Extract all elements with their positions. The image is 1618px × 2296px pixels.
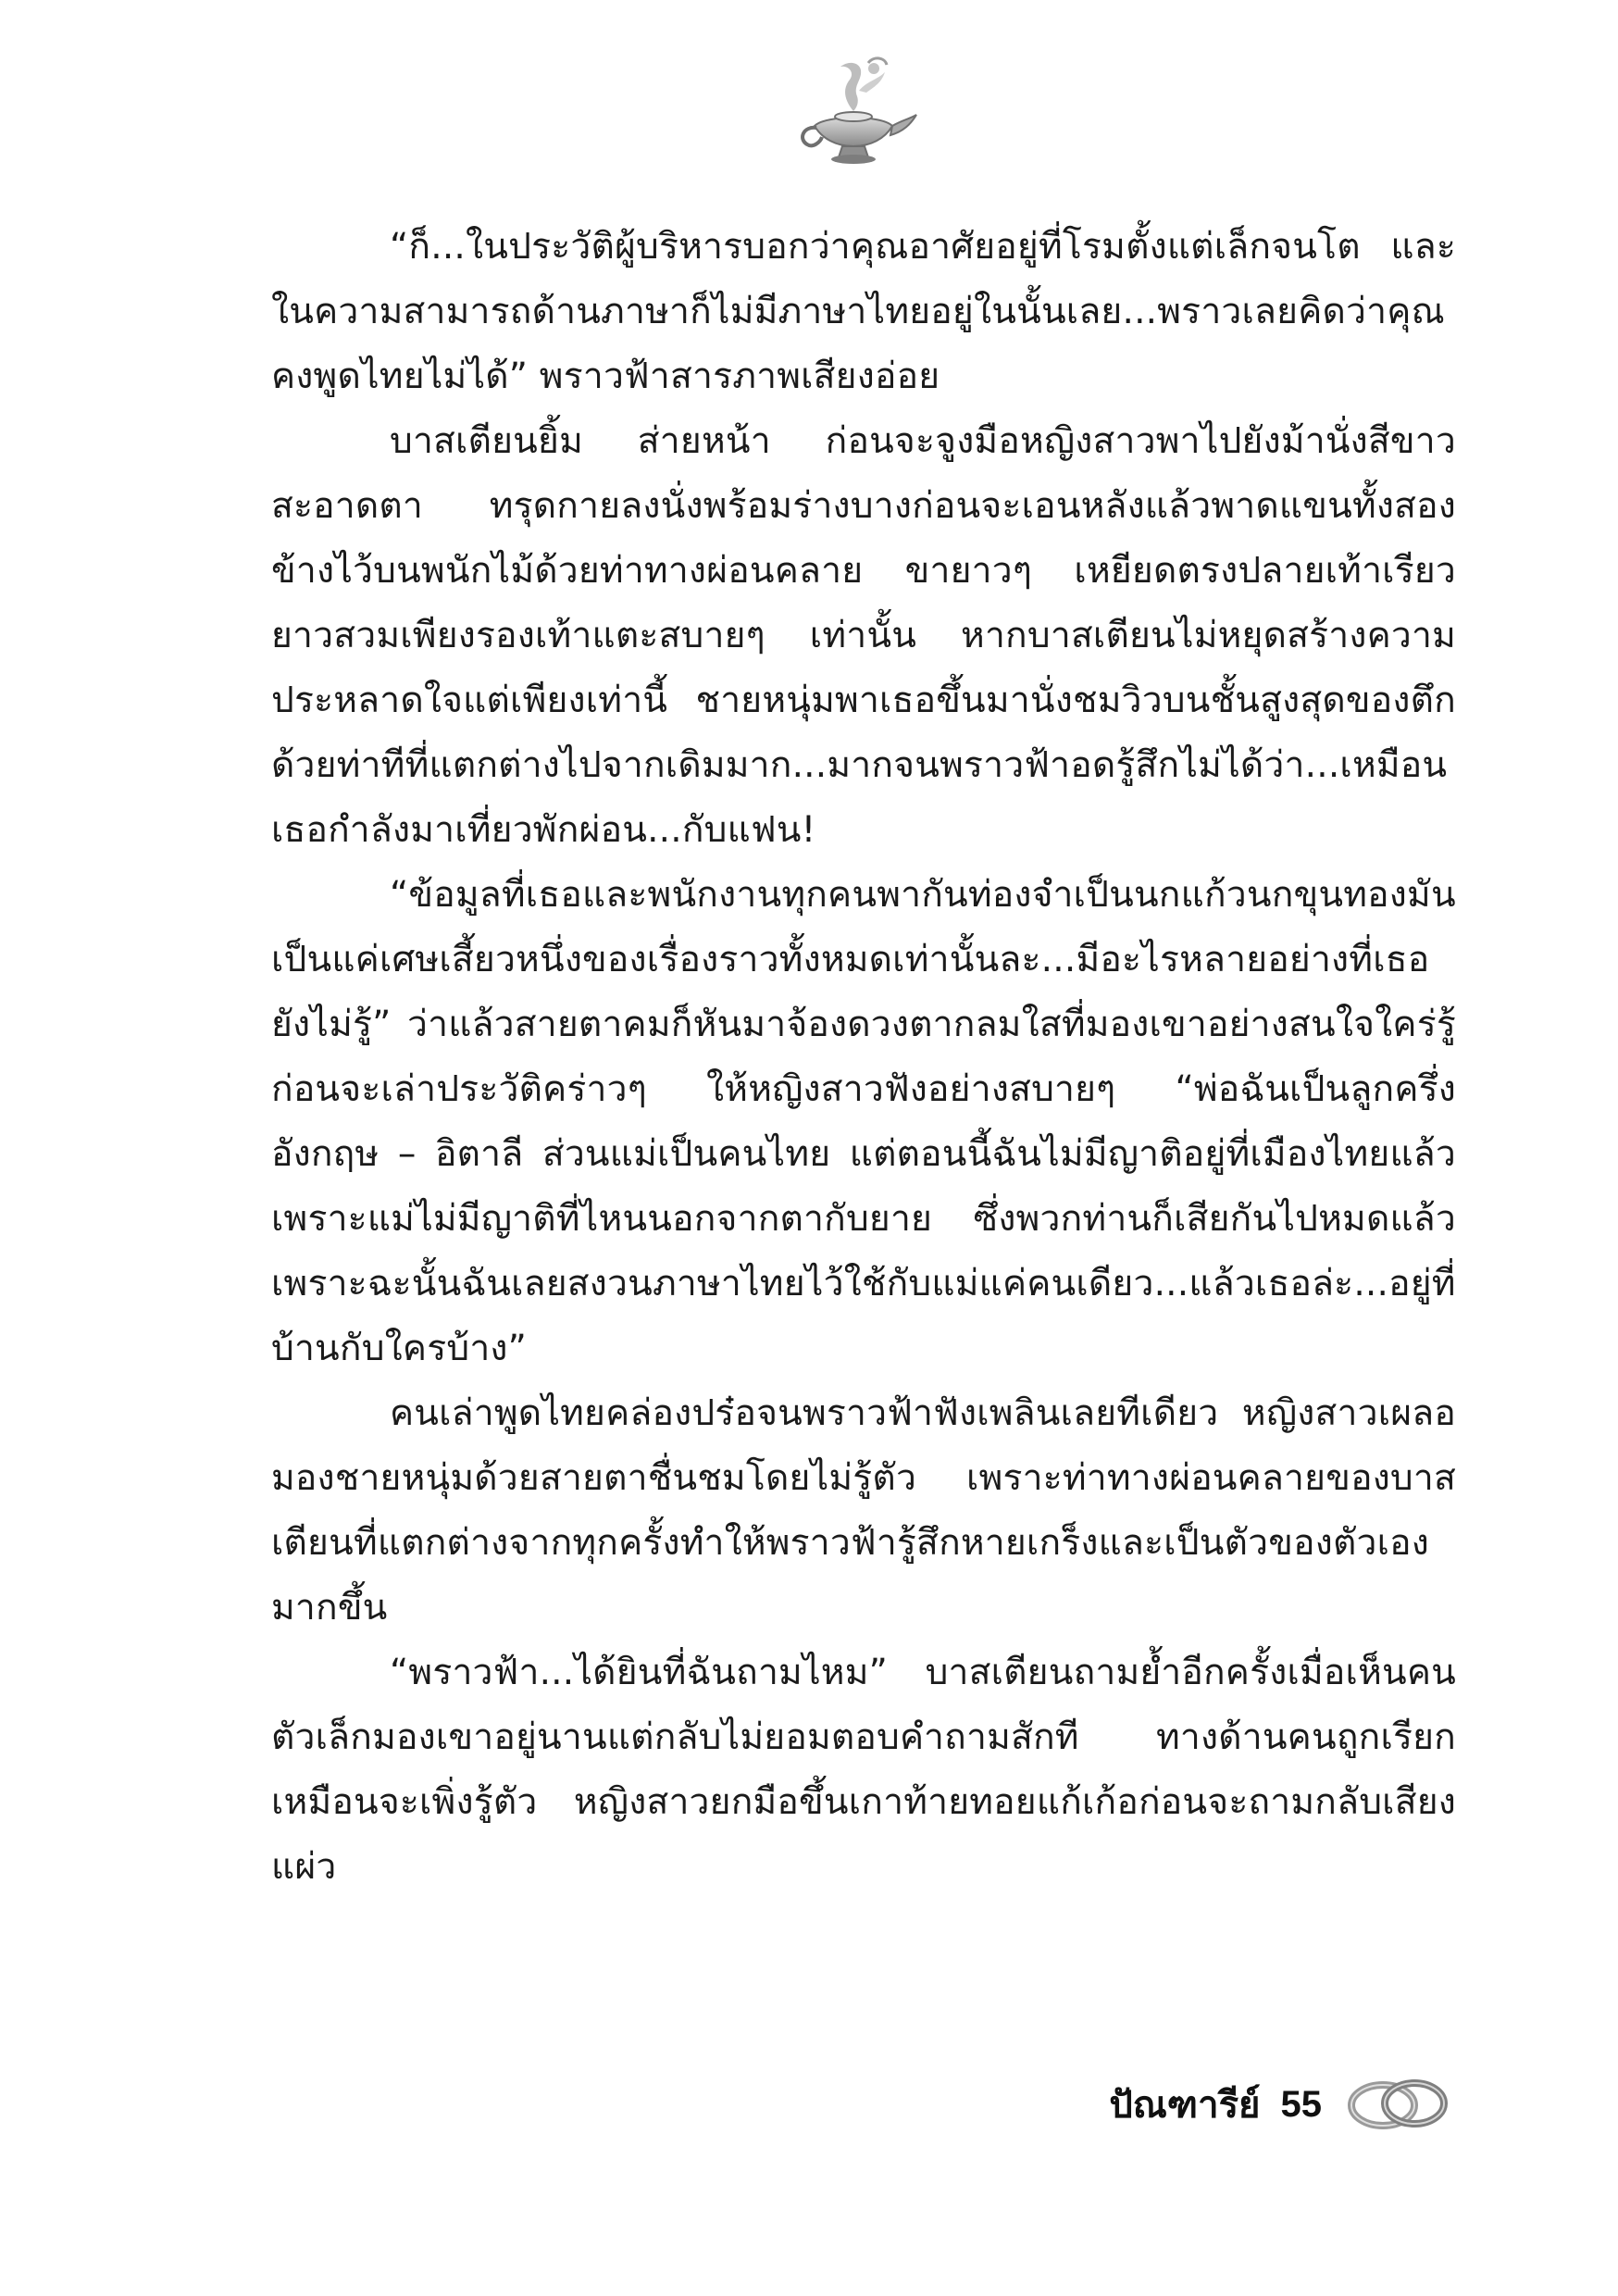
page-number: 55 xyxy=(1280,2083,1322,2125)
body-text xyxy=(271,215,1456,1900)
paragraph: “พราวฟ้า...ได้ยินที่ฉันถามไหม” บาสเตียนถามย้ำอีกครั้งเมื่อเห็นคนตัวเล็กมองเขาอยู่นานแต่กลับไม่ยอมตอบคำถามสักที ทางด้านคนถูกเรียกเหมือนจะเพิ่งรู้ตัว หญิงสาวยกมือขึ้นเกาท้ายทอยแก้เก้อก่อนจะถามกลับเสียงแผ่ว xyxy=(271,1652,1456,1888)
page-footer xyxy=(1109,2072,1453,2137)
genie-lamp-icon xyxy=(789,54,918,174)
interlocked-rings-icon xyxy=(1342,2072,1453,2137)
author-name: ปัณฑารีย์ xyxy=(1109,2084,1261,2127)
paragraph: บาสเตียนยิ้ม ส่ายหน้า ก่อนจะจูงมือหญิงสาวพาไปยังม้านั่งสีขาวสะอาดตา ทรุดกายลงนั่งพร้อมร่างบางก่อนจะเอนหลังแล้วพาดแขนทั้งสองข้างไว้บนพนักไม้ด้วยท่าทางผ่อนคลาย ขายาวๆ เหยียดตรงปลายเท้าเรียวยาวสวมเพียงรองเท้าแตะสบายๆ เท่านั้น หากบาสเตียนไม่หยุดสร้างความประหลาดใจแต่เพียงเท่านี้ ชายหนุ่มพาเธอขึ้นมานั่งชมวิวบนชั้นสูงสุดของตึกด้วยท่าทีที่แตกต่างไปจากเดิมมาก...มากจนพราวฟ้าอดรู้สึกไม่ได้ว่า...เหมือนเธอกำลังมาเที่ยวพักผ่อน...กับแฟน! xyxy=(271,420,1456,851)
paragraph: “ข้อมูลที่เธอและพนักงานทุกคนพากันท่องจำเป็นนกแก้วนกขุนทองมันเป็นแค่เศษเสี้ยวหนึ่งของเรื่องราวทั้งหมดเท่านั้นละ...มีอะไรหลายอย่างที่เธอยังไม่รู้” ว่าแล้วสายตาคมก็หันมาจ้องดวงตากลมใสที่มองเขาอย่างสนใจใคร่รู้ก่อนจะเล่าประวัติคร่าวๆ ให้หญิงสาวฟังอย่างสบายๆ “พ่อฉันเป็นลูกครึ่งอังกฤษ – อิตาลี ส่วนแม่เป็นคนไทย แต่ตอนนี้ฉันไม่มีญาติอยู่ที่เมืองไทยแล้ว เพราะแม่ไม่มีญาติที่ไหนนอกจากตากับยาย ซึ่งพวกท่านก็เสียกันไปหมดแล้ว เพราะฉะนั้นฉันเลยสงวนภาษาไทยไว้ใช้กับแม่แค่คนเดียว...แล้วเธอล่ะ...อยู่ที่บ้านกับใครบ้าง” xyxy=(271,874,1456,1369)
paragraph: “ก็...ในประวัติผู้บริหารบอกว่าคุณอาศัยอยู่ที่โรมตั้งแต่เล็กจนโต และในความสามารถด้านภาษาก็ไม่มีภาษาไทยอยู่ในนั้นเลย...พราวเลยคิดว่าคุณคงพูดไทยไม่ได้” พราวฟ้าสารภาพเสียงอ่อย xyxy=(271,226,1456,397)
paragraph: คนเล่าพูดไทยคล่องปร๋อจนพราวฟ้าฟังเพลินเลยทีเดียว หญิงสาวเผลอมองชายหนุ่มด้วยสายตาชื่นชมโดยไม่รู้ตัว เพราะท่าทางผ่อนคลายของบาสเตียนที่แตกต่างจากทุกครั้งทำให้พราวฟ้ารู้สึกหายเกร็งและเป็นตัวของตัวเองมากขึ้น xyxy=(271,1392,1456,1628)
